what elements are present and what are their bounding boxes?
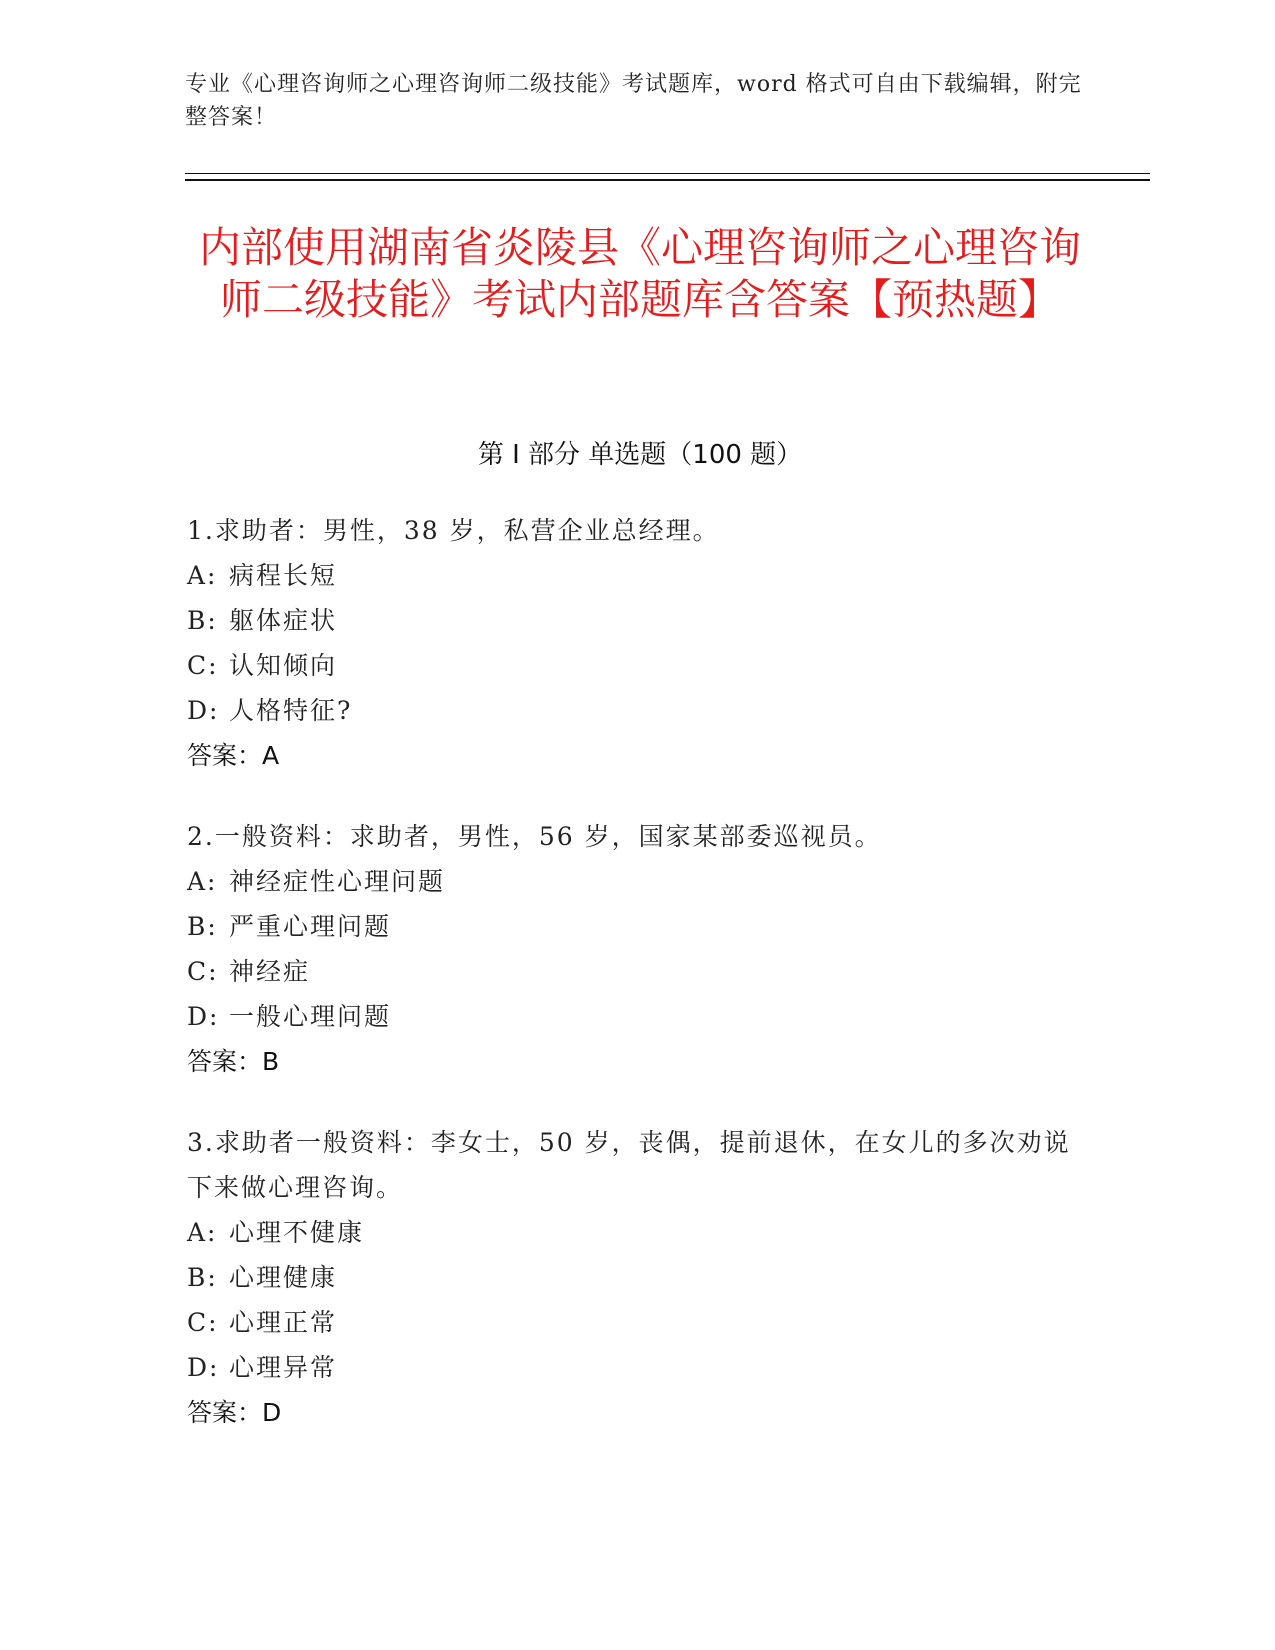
answer-value: B [262,1047,280,1076]
header-note: 专业《心理咨询师之心理咨询师二级技能》考试题库，word 格式可自由下载编辑，附完整答案！ [185,72,1082,130]
option-a [187,859,1097,904]
option-letter: C: [187,1308,219,1337]
option-d [187,994,1097,1039]
option-text: 躯体症状 [229,606,338,635]
option-text: 人格特征? [229,696,353,725]
option-letter: B: [187,912,218,941]
document-title: 内部使用湖南省炎陵县《心理咨询师之心理咨询师二级技能》考试内部题库含答案【预热题】 [198,223,1081,324]
option-d [187,1345,1097,1390]
answer-line [187,1039,1097,1084]
option-c [187,1300,1097,1345]
answer-prefix: 答案： [187,741,263,770]
option-text: 心理正常 [229,1308,338,1337]
question-2 [187,814,1097,1084]
option-text: 心理健康 [229,1263,338,1292]
question-stem: 1.求助者：男性，38 岁，私营企业总经理。 [187,516,720,545]
answer-prefix: 答案： [187,1398,263,1427]
option-d [187,688,1097,733]
option-text: 心理不健康 [229,1218,365,1247]
option-c [187,949,1097,994]
question-stem: 3.求助者一般资料：李女士，50 岁，丧偶，提前退休，在女儿的多次劝说下来做心理咨询。 [187,1128,1071,1202]
option-c [187,643,1097,688]
header-divider-thick [185,179,1150,181]
option-text: 神经症性心理问题 [229,867,446,896]
option-letter: C: [187,957,219,986]
option-text: 神经症 [229,957,311,986]
question-stem: 2.一般资料：求助者，男性，56 岁，国家某部委巡视员。 [187,822,882,851]
option-letter: A: [187,867,218,896]
option-letter: B: [187,606,218,635]
answer-line [187,1390,1097,1435]
option-letter: D: [187,1002,220,1031]
answer-line [187,733,1097,778]
answer-value: D [262,1398,282,1427]
option-b [187,598,1097,643]
section-title: 第 I 部分 单选题（100 题） [477,440,803,470]
question-3 [187,1120,1097,1435]
option-text: 病程长短 [229,561,338,590]
option-letter: A: [187,1218,218,1247]
option-text: 严重心理问题 [229,912,392,941]
question-1 [187,508,1097,778]
option-letter: D: [187,696,220,725]
answer-value: A [262,741,280,770]
header-divider-thin [185,173,1150,174]
option-a [187,553,1097,598]
option-text: 心理异常 [229,1353,338,1382]
answer-prefix: 答案： [187,1047,263,1076]
option-letter: C: [187,651,219,680]
option-a [187,1210,1097,1255]
option-b [187,1255,1097,1300]
option-letter: A: [187,561,218,590]
option-letter: B: [187,1263,218,1292]
option-b [187,904,1097,949]
option-text: 认知倾向 [229,651,338,680]
option-text: 一般心理问题 [229,1002,392,1031]
option-letter: D: [187,1353,220,1382]
